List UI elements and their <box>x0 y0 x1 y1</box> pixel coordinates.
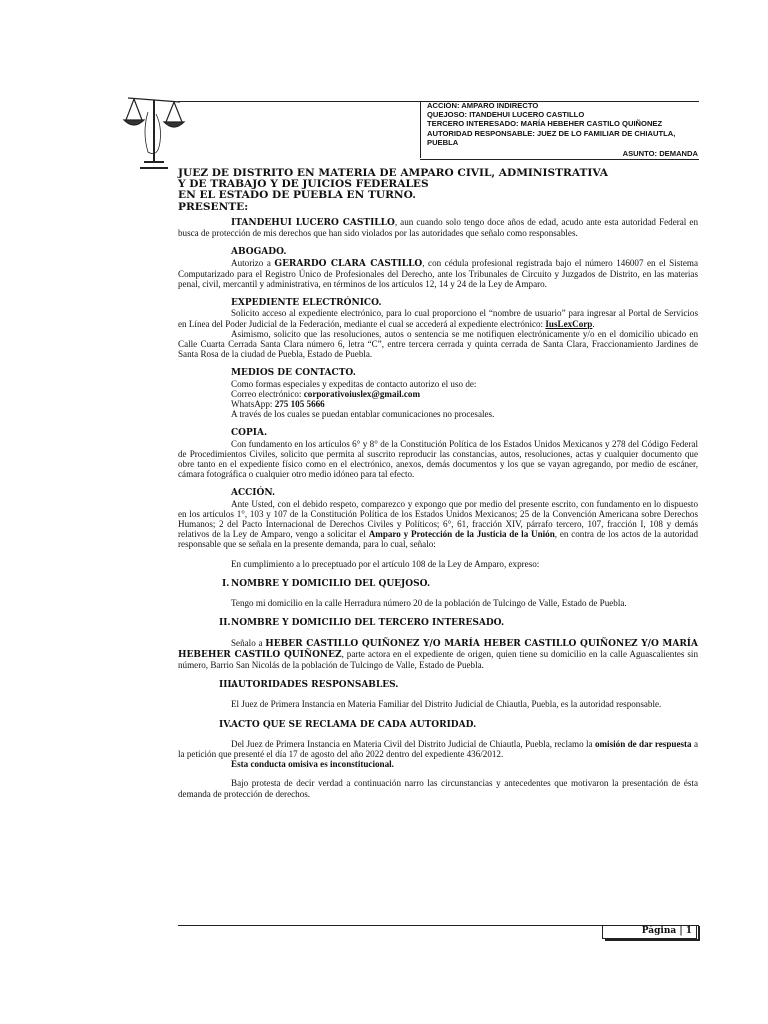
document-body <box>178 217 698 799</box>
page-number-box <box>602 925 697 939</box>
protesta-paragraph: Bajo protesta de decir verdad a continuación narro las circunstancias y antecedentes que motivaron la presentación de ésta demanda de protección de derechos. <box>178 778 698 799</box>
email-link[interactable]: corporativoiuslex@gmail.com <box>303 388 421 399</box>
numbered-heading: I. NOMBRE Y DOMICILIO DEL QUEJOSO. <box>222 578 431 589</box>
addressee-block <box>178 168 608 213</box>
expediente-paragraph: Solicito acceso al expediente electrónico, para lo cual proporciono el “nombre de usuario” para ingresar al Portal de Servicios en Línea del Poder Judicial de la Federación, mediante el cual se accederá al expediente electrónico: IusLexCorp. <box>178 308 698 329</box>
inconstitucional-line: Esta conducta omisiva es inconstitucional. <box>231 759 394 770</box>
precepto-paragraph: En cumplimiento a lo preceptuado por el artículo 108 de la Ley de Amparo, expreso: <box>231 558 540 569</box>
header-autoridad: AUTORIDAD RESPONSABLE: JUEZ DE LO FAMILIAR DE CHIAUTLA, <box>427 128 676 138</box>
addressee-line: Y DE TRABAJO Y DE JUICIOS FEDERALES <box>178 178 429 191</box>
header-tercero: TERCERO INTERESADO: MARÍA HEBEHER CASTILO QUIÑONEZ <box>427 119 663 129</box>
scales-of-justice-icon <box>118 92 190 170</box>
header-underline <box>420 159 699 160</box>
abogado-name: GERARDO CLARA CASTILLO <box>274 258 423 269</box>
amparo-bold: Amparo y Protección de la Justicia de la Unión <box>368 529 555 540</box>
whatsapp-number: 275 105 5666 <box>274 399 325 410</box>
section-heading: ACCIÓN. <box>231 488 276 499</box>
addressee-line: JUEZ DE DISTRITO EN MATERIA DE AMPARO CIVIL, ADMINISTRATIVA <box>178 167 608 179</box>
header-quejoso: QUEJOSO: ITANDEHUI LUCERO CASTILLO <box>427 110 585 120</box>
section-heading: ABOGADO. <box>231 247 287 258</box>
section-text: El Juez de Primera Instancia en Materia Familiar del Distrito Judicial de Chiautla, Puebla, es la autoridad responsable. <box>231 699 662 710</box>
page-number: Página | 1 <box>641 926 692 936</box>
numbered-heading: IV. ACTO QUE SE RECLAMA DE CADA AUTORIDAD. <box>219 719 477 730</box>
header-asunto: ASUNTO: DEMANDA <box>622 149 698 159</box>
usuario-name: IusLexCorp <box>545 318 593 329</box>
section-heading: EXPEDIENTE ELECTRÓNICO. <box>231 298 382 309</box>
omision-bold: omisión de dar respuesta <box>594 738 692 749</box>
notificacion-paragraph: Asimismo, solicito que las resoluciones, autos o sentencia se me notifiquen electrónicamente y/o en el domicilio ubicado en Calle Cuarta Cerrada Santa Clara número 6, letra “C”, entre tercera cerrada y quinta cerrada de Santa Clara, Fraccionamiento Jardines de Santa Rosa de la ciudad de Puebla, Estado de Puebla. <box>178 328 698 360</box>
section-text: Señalo a HEBER CASTILLO QUIÑONEZ Y/O MARÍA HEBER CASTILLO QUIÑONEZ Y/O MARÍA HEBEHER CASTILO QUIÑONEZ, parte actora en el expediente de origen, quien tiene su domicilio en la calle Aguascalientes sin número, Barrio San Nicolás de la población de Tulcingo de Valle, Estado de Puebla. <box>178 637 699 670</box>
addressee-line: PRESENTE: <box>178 200 249 213</box>
contacto-line: Como formas especiales y expeditas de contacto autorizo el uso de: <box>231 378 477 389</box>
header-accion: ACCIÓN: AMPARO INDIRECTO <box>427 101 539 110</box>
header-autoridad-cont: PUEBLA <box>427 137 459 147</box>
section-heading: MEDIOS DE CONTACTO. <box>231 368 356 379</box>
contacto-line: A través de los cuales se puedan entablar comunicaciones no procesales. <box>231 409 495 420</box>
tercero-names: HEBER CASTILLO QUIÑONEZ Y/O MARÍA HEBER CASTILLO QUIÑONEZ Y/O MARÍA HEBEHER CASTILO QUIÑONEZ <box>178 638 698 660</box>
case-header <box>420 101 700 158</box>
section-text: Tengo mi domicilio en la calle Herradura número 20 de la población de Tulcingo de Valle, Estado de Puebla. <box>231 598 627 609</box>
copia-paragraph: Con fundamento en los artículos 6° y 8° de la Constitución Política de los Estados Unidos Mexicanos y 278 del Código Federal de Procedimientos Civiles, solicito que permita al suscrito reproducir las constancias, autos, resoluciones, actas y cualquier documento que obre tanto en el expediente físico como en el electrónico, anexos, demás documentos y los que se vayan agregando, por medio de escáner, cámara fotográfica o cualquier otro medio idóneo para tal efecto. <box>178 438 698 480</box>
addressee-line: EN EL ESTADO DE PUEBLA EN TURNO. <box>178 189 416 202</box>
quejoso-name: ITANDEHUI LUCERO CASTILLO <box>231 218 395 228</box>
section-heading: COPIA. <box>231 428 268 439</box>
abogado-paragraph: Autorizo a GERARDO CLARA CASTILLO, con cédula profesional registrada bajo el número 146007 en el Sistema Computarizado para el Registro Único de Profesionales del Derecho, ante los Tribunales de Circuito y Juzgados de Distrito, en las materias penal, civil, mercantil y administrativa, en términos de los artículos 12, 14 y 24 de la Ley de Amparo. <box>178 257 698 290</box>
numbered-heading: II. NOMBRE Y DOMICILIO DEL TERCERO INTERESADO. <box>219 618 505 629</box>
intro-paragraph: ITANDEHUI LUCERO CASTILLO, aun cuando solo tengo doce años de edad, acudo ante esta autoridad Federal en busca de protección de mis derechos que han sido violados por las autoridades que señalo como responsables. <box>178 217 698 239</box>
section-text: Del Juez de Primera Instancia en Materia Civil del Distrito Judicial de Chiautla, Puebla, reclamo la omisión de dar respuesta a la petición que presenté el día 17 de agosto del año 2022 dentro del expediente 436/2012. <box>178 738 699 759</box>
numbered-heading: III. AUTORIDADES RESPONSABLES. <box>219 680 399 691</box>
accion-paragraph: Ante Usted, con el debido respeto, comparezco y expongo que por medio del presente escrito, con fundamento en lo dispuesto en los artículos 1°, 103 y 107 de la Constitución Política de los Estados Unidos Mexicanos; 25 de la Convención Americana sobre Derechos Humanos; 2 del Pacto Internacional de Derechos Civiles y Políticos; 6°, 61, fracción XIV, párrafo tercero, 107, fracción I, 108 y demás relativos de la Ley de Amparo, vengo a solicitar el Amparo y Protección de la Justicia de la Unión, en contra de los actos de la autoridad responsable que se señala en la presente demanda, para lo cual, señalo: <box>178 498 698 550</box>
contacto-email: Correo electrónico: corporativoiuslex@gmail.com <box>231 388 421 399</box>
contacto-whatsapp: WhatsApp: 275 105 5666 <box>231 399 325 410</box>
